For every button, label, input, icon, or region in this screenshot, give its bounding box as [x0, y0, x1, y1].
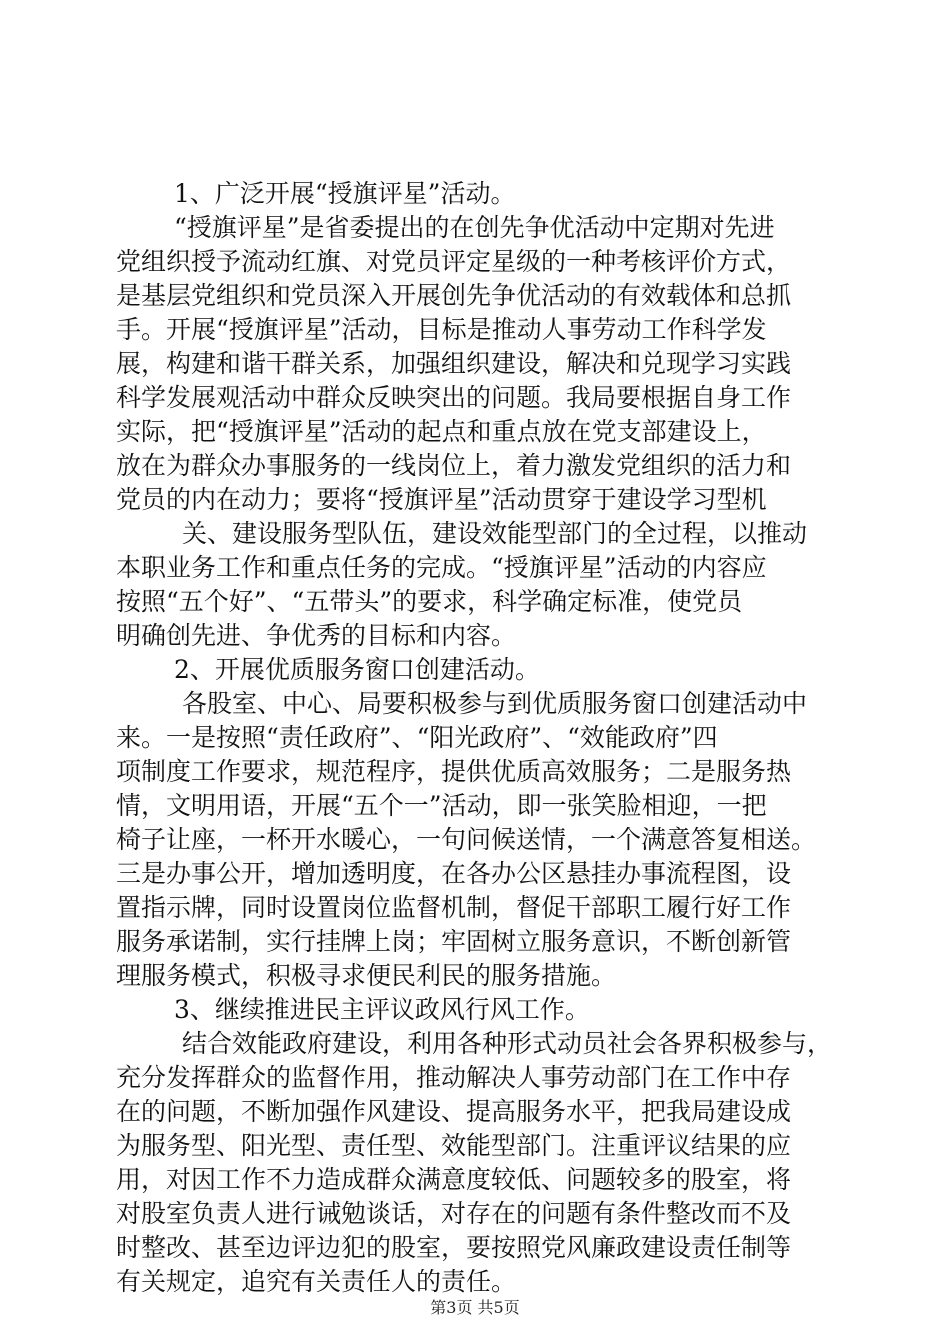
- page-number-footer: 第3页 共5页: [430, 1298, 520, 1317]
- paragraph-line: 置指示牌，同时设置岗位监督机制，督促干部职工履行好工作: [116, 893, 792, 922]
- paragraph-line: 各股室、中心、局要积极参与到优质服务窗口创建活动中: [182, 689, 808, 718]
- heading-1: 1、广泛开展“授旗评星”活动。: [174, 179, 516, 208]
- paragraph-line: 对股室负责人进行诫勉谈话，对存在的问题有条件整改而不及: [116, 1199, 792, 1228]
- paragraph-line: 手。开展“授旗评星”活动，目标是推动人事劳动工作科学发: [116, 315, 767, 344]
- paragraph-line: 在的问题，不断加强作风建设、提高服务水平，把我局建设成: [116, 1097, 792, 1126]
- paragraph-line: 时整改、甚至边评边犯的股室，要按照党风廉政建设责任制等: [116, 1233, 792, 1262]
- paragraph-line: 结合效能政府建设，利用各种形式动员社会各界积极参与，: [182, 1029, 833, 1058]
- paragraph-line: 情，文明用语，开展“五个一”活动，即一张笑脸相迎，一把: [116, 791, 767, 820]
- heading-3: 3、继续推进民主评议政风行风工作。: [174, 995, 590, 1024]
- paragraph-line: “授旗评星”是省委提出的在创先争优活动中定期对先进: [174, 213, 775, 242]
- heading-2: 2、开展优质服务窗口创建活动。: [174, 655, 540, 684]
- paragraph-line: 充分发挥群众的监督作用，推动解决人事劳动部门在工作中存: [116, 1063, 792, 1092]
- paragraph-line: 理服务模式，积极寻求便民利民的服务措施。: [116, 961, 617, 990]
- paragraph-line: 服务承诺制，实行挂牌上岗；牢固树立服务意识，不断创新管: [116, 927, 792, 956]
- paragraph-line: 为服务型、阳光型、责任型、效能型部门。注重评议结果的应: [116, 1131, 792, 1160]
- paragraph-line: 用，对因工作不力造成群众满意度较低、问题较多的股室，将: [116, 1165, 792, 1194]
- paragraph-line: 党组织授予流动红旗、对党员评定星级的一种考核评价方式，: [116, 247, 792, 276]
- paragraph-line: 本职业务工作和重点任务的完成。“授旗评星”活动的内容应: [116, 553, 767, 582]
- paragraph-line: 是基层党组织和党员深入开展创先争优活动的有效载体和总抓: [116, 281, 792, 310]
- paragraph-line: 实际，把“授旗评星”活动的起点和重点放在党支部建设上，: [116, 417, 767, 446]
- paragraph-line: 展，构建和谐干群关系，加强组织建设，解决和兑现学习实践: [116, 349, 792, 378]
- paragraph-line: 关、建设服务型队伍，建设效能型部门的全过程，以推动: [182, 519, 808, 548]
- paragraph-line: 椅子让座，一杯开水暖心，一句问候送情，一个满意答复相送。: [116, 825, 817, 854]
- paragraph-line: 按照“五个好”、“五带头”的要求，科学确定标准，使党员: [116, 587, 743, 616]
- paragraph-line: 科学发展观活动中群众反映突出的问题。我局要根据自身工作: [116, 383, 792, 412]
- paragraph-line: 项制度工作要求，规范程序，提供优质高效服务；二是服务热: [116, 757, 792, 786]
- paragraph-line: 来。一是按照“责任政府”、“阳光政府”、“效能政府”四: [116, 723, 718, 752]
- paragraph-line: 明确创先进、争优秀的目标和内容。: [116, 621, 517, 650]
- paragraph-line: 放在为群众办事服务的一线岗位上，着力激发党组织的活力和: [116, 451, 792, 480]
- paragraph-line: 党员的内在动力；要将“授旗评星”活动贯穿于建设学习型机: [116, 485, 767, 514]
- paragraph-line: 有关规定，追究有关责任人的责任。: [116, 1267, 517, 1296]
- paragraph-line: 三是办事公开，增加透明度，在各办公区悬挂办事流程图，设: [116, 859, 792, 888]
